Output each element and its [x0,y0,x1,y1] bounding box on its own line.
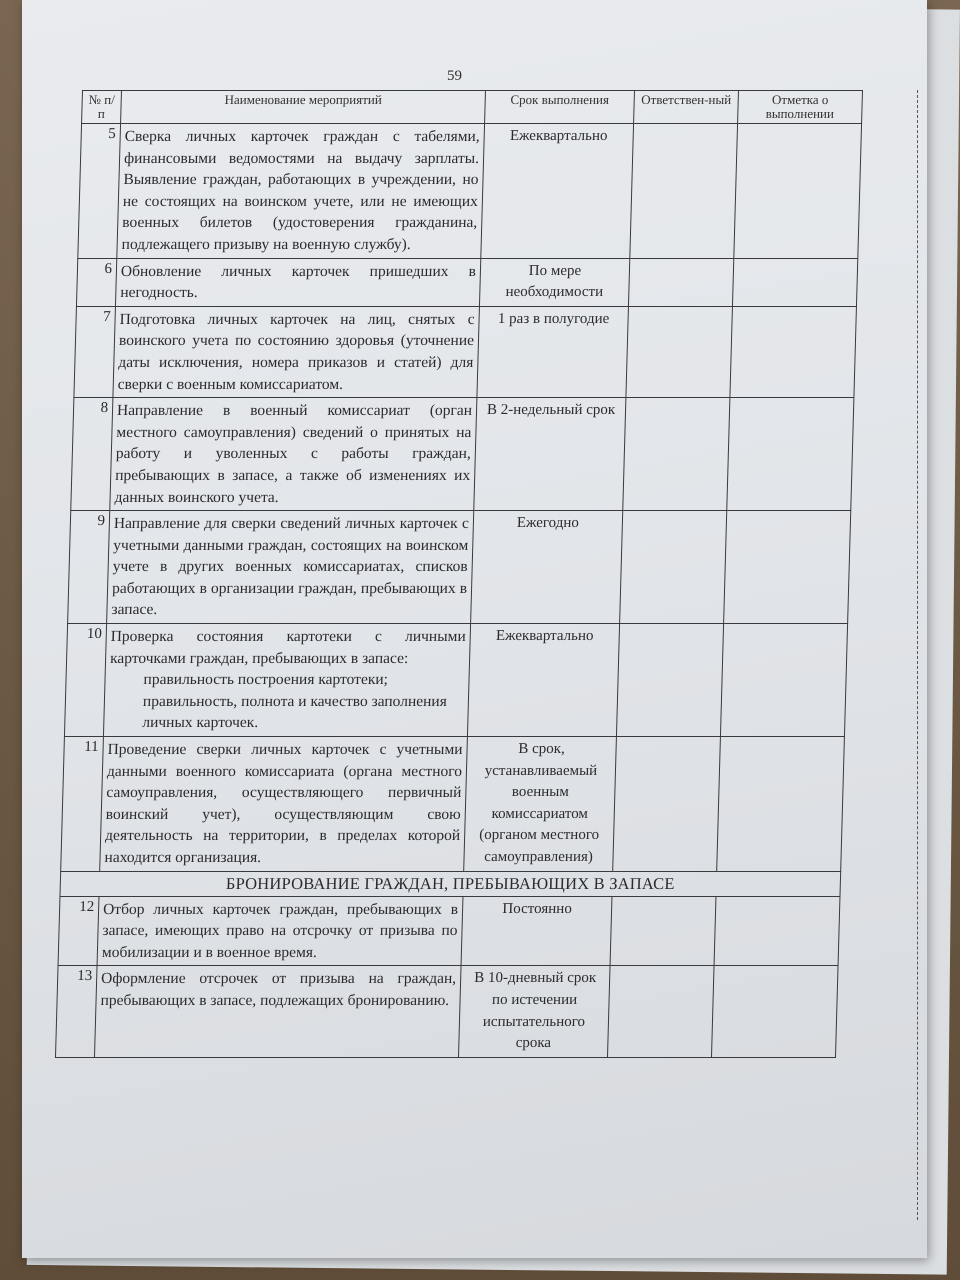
row-responsible [610,896,716,966]
row-responsible [616,624,723,737]
row-num: 12 [58,896,99,966]
header-term: Срок выполнения [485,91,635,124]
row-term: 1 раз в полугодие [477,306,629,397]
row-mark [724,511,851,624]
row-name-subitem: правильность построения картотеки; [143,671,389,689]
row-responsible [628,258,733,306]
row-mark [717,737,845,872]
row-term: По мере необходимости [479,258,629,306]
row-mark [711,966,838,1057]
row-responsible [607,966,714,1057]
dotted-edge-line [917,90,918,1220]
row-name: Отбор личных карточек граждан, пребывающих в запасе, имеющих право на отсрочку от призыва по мобилизации и в военное время. [97,896,463,966]
activities-table [55,90,863,1058]
row-num: 11 [61,737,104,872]
row-responsible [630,124,738,259]
row-mark [714,896,840,966]
row-num: 10 [64,624,106,737]
row-name: Оформление отсрочек от призыва на граждан, пребывающих в запасе, подлежащих бронированию. [94,966,461,1057]
row-name [103,624,470,737]
table-row [78,124,862,259]
row-name-main: Проверка состояния картотеки с личными карточками граждан, пребывающих в запасе: [109,628,466,667]
row-mark [727,398,854,511]
table-row [71,398,854,511]
row-name-subitem: правильность, полнота и качество заполнения личных карточек. [142,692,448,732]
row-name: Сверка личных карточек граждан с табелями, финансовыми ведомостями на выдачу зарплаты. Выявление граждан, работающих в учреждении, но не состоящих на воинском учете, или не имеющих военных билетов (удостоверения гражданина, подлежащего призыву на военную службу). [117,124,485,259]
header-responsible: Ответствен-ный [634,91,739,124]
row-mark [732,258,857,306]
row-name: Направление в военный комиссариат (орган местного самоуправления) сведений о принятых на работу и уволенных с работы граждан, пребывающих в запасе, а также об изменениях их данных воинского учета. [110,398,477,511]
table-row [68,511,851,624]
row-term: Ежеквартально [481,124,634,259]
row-responsible [613,737,721,872]
section-title: БРОНИРОВАНИЕ ГРАЖДАН, ПРЕБЫВАЮЩИХ В ЗАПАСЕ [60,871,841,896]
row-mark [720,624,847,737]
row-num: 5 [78,124,121,259]
header-mark: Отметка о выполнении [738,91,863,124]
page-number: 59 [447,68,462,84]
table-row [64,624,847,737]
document-page [22,0,927,1258]
table-row [76,258,857,306]
row-name: Обновление личных карточек пришедших в негодность. [115,258,480,306]
header-name: Наименование мероприятий [121,91,486,124]
row-num: 8 [71,398,113,511]
row-term: В срок, устанавливаемый военным комиссариатом (органом местного самоуправления) [464,737,617,872]
row-num: 6 [76,258,116,306]
row-num: 13 [55,966,97,1057]
row-name: Подготовка личных карточек на лиц, снятых с воинского учета по состоянию здоровья (уточнение даты исключения, номера приказов и статей) для сверки с военным комиссариатом. [113,306,480,397]
section-row [60,871,841,896]
row-name: Направление для сверки сведений личных карточек с учетными данными граждан, состоящих на воинском учете в других военных комиссариатах, списков работающих в организации граждан, пребывающих в запасе. [107,511,474,624]
row-num: 9 [68,511,110,624]
row-mark [730,306,857,397]
table-row [74,306,857,397]
row-term: Постоянно [461,896,612,966]
row-term: Ежегодно [471,511,623,624]
row-term: Ежеквартально [467,624,619,737]
row-num: 7 [74,306,116,397]
row-term: В 2-недельный срок [474,398,626,511]
table-row [58,896,840,966]
table-header-row [82,91,863,124]
row-term: В 10-дневный срок по истечении испытательного срока [458,966,610,1057]
row-mark [734,124,862,259]
table-row [55,966,838,1057]
table-row [61,737,845,872]
header-num: № п/п [82,91,122,124]
row-responsible [620,511,727,624]
row-responsible [626,306,733,397]
row-name: Проведение сверки личных карточек с учетными данными военного комиссариата (органа местного самоуправления, осуществляющего первичный воинский учет), осуществляющим свою деятельность на территории, в пределах которой находится организация. [100,737,468,872]
row-responsible [623,398,730,511]
